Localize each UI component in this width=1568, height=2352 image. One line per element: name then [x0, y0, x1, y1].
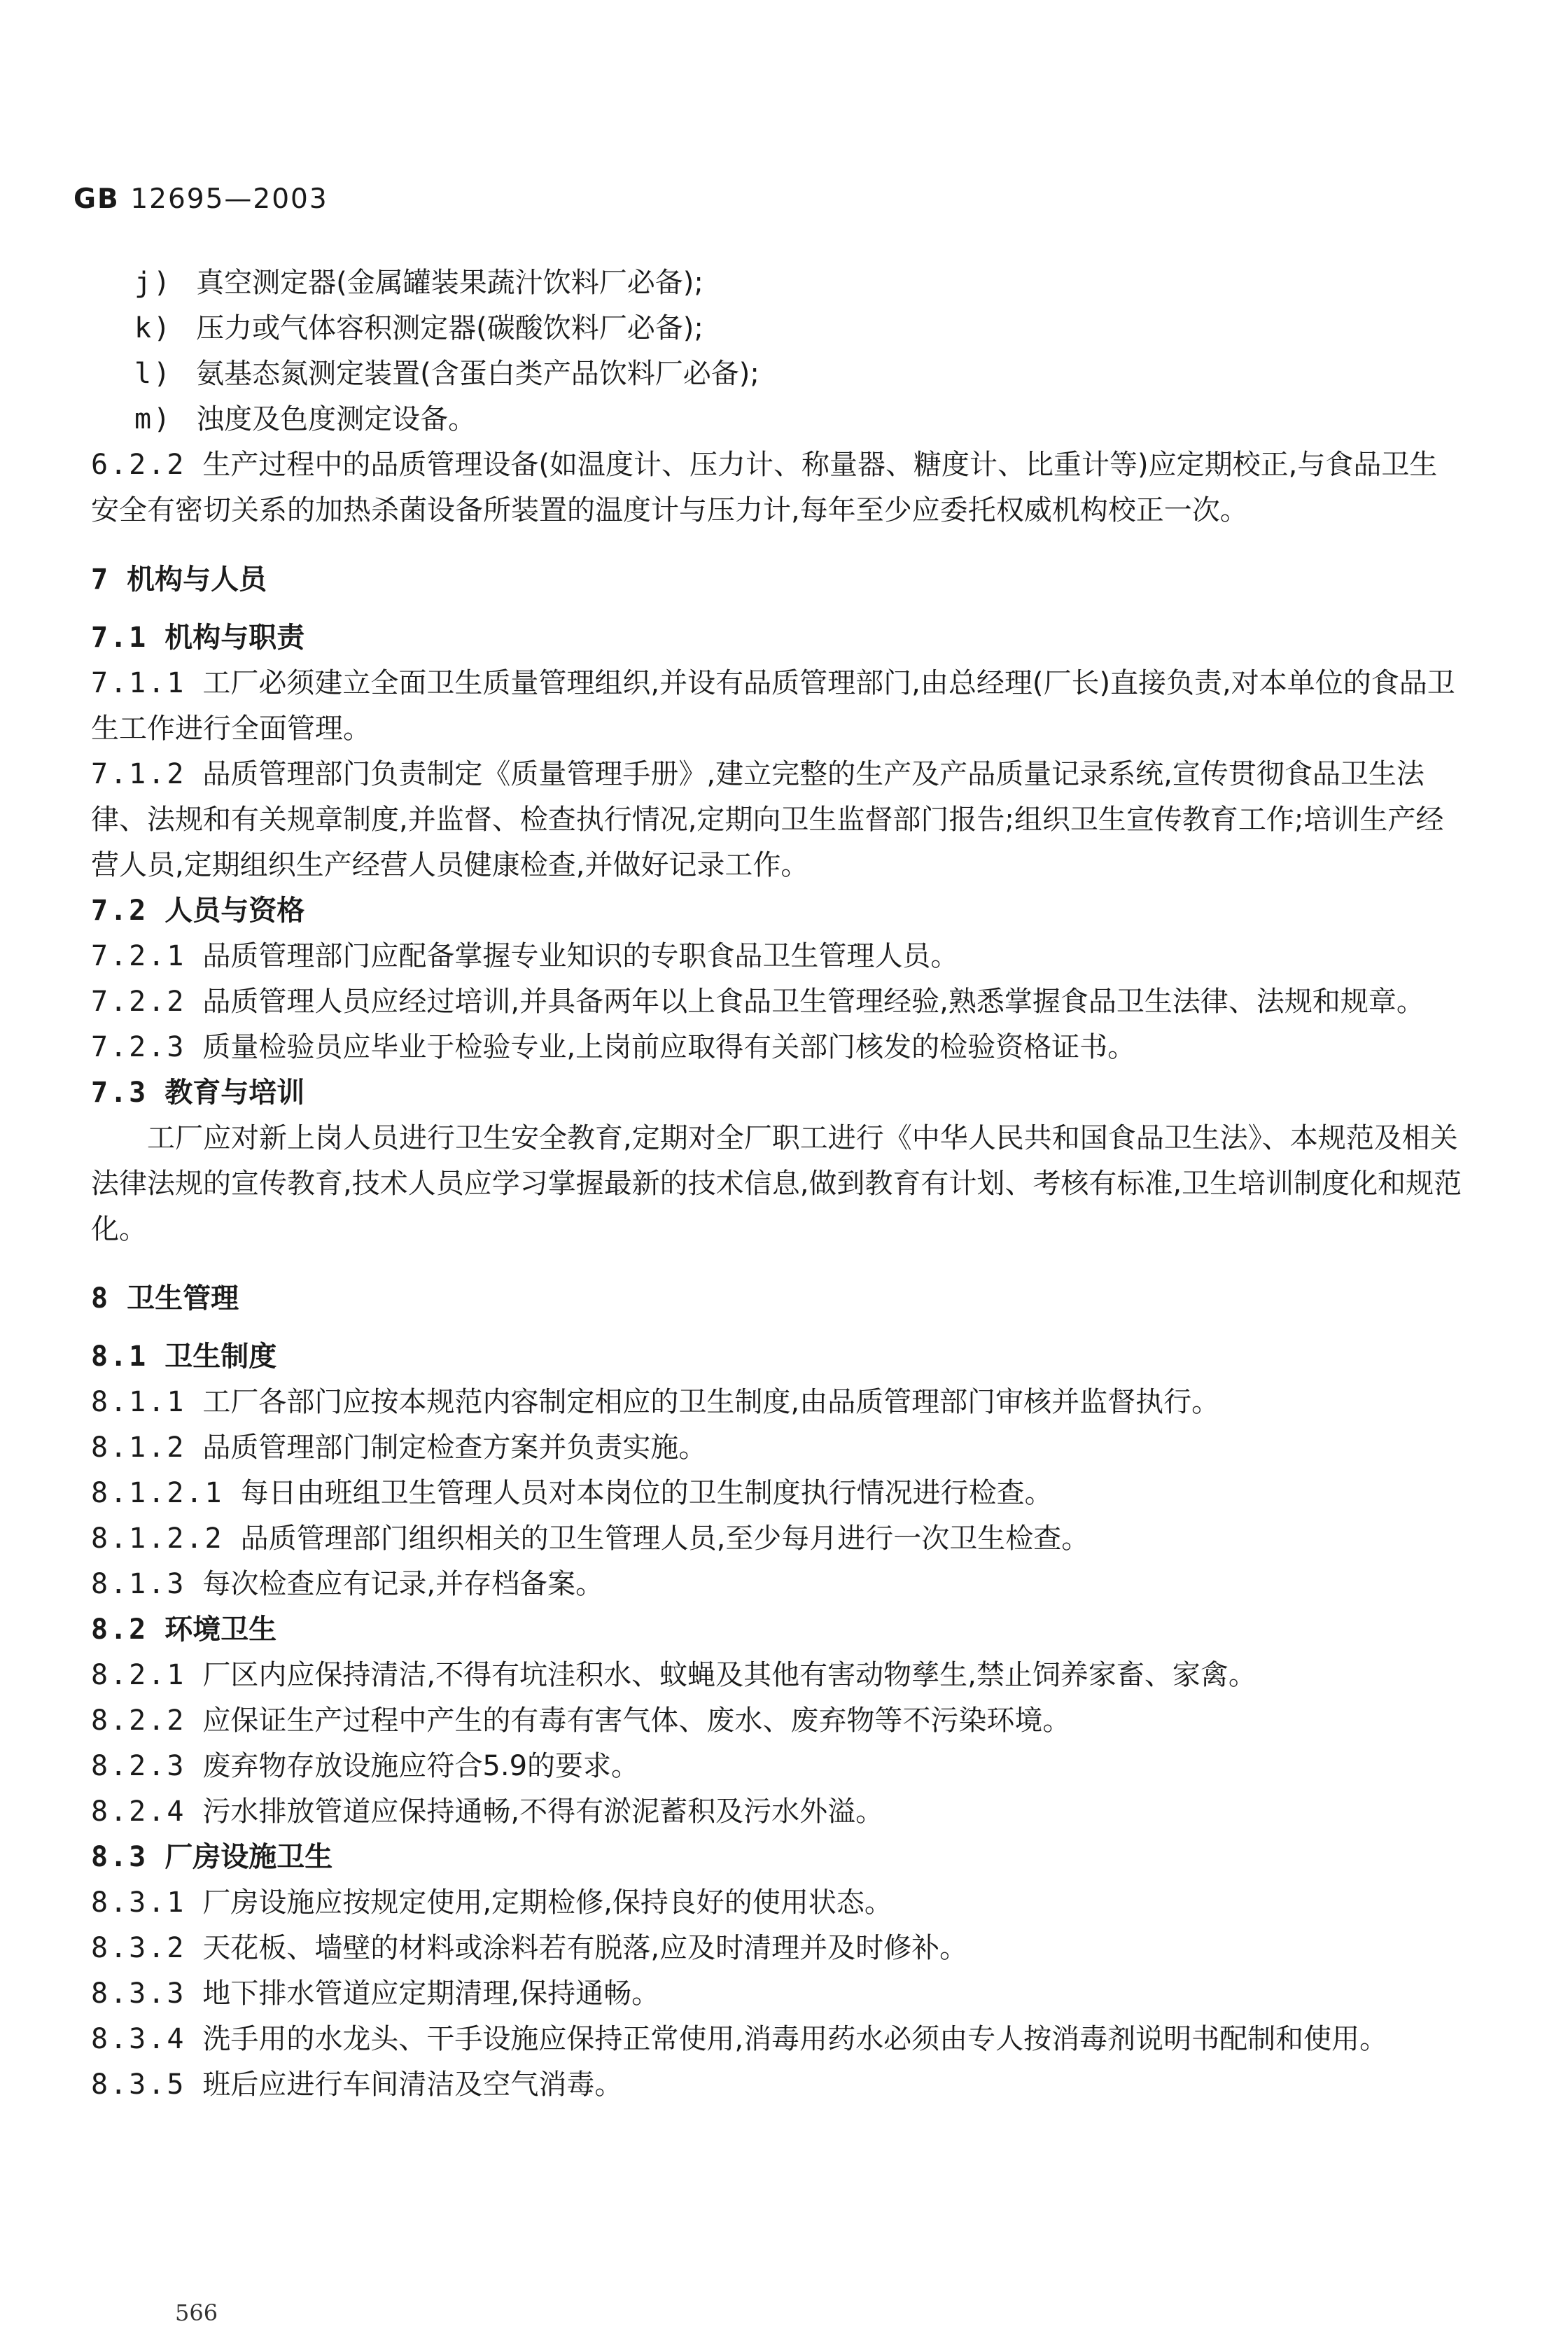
clause-7-1-1	[91, 661, 1463, 752]
clause-text: 品质管理部门负责制定《质量管理手册》,建立完整的生产及产品质量记录系统,宣传贯彻食品卫生法律、法规和有关规章制度,并监督、检查执行情况,定期向卫生监督部门报告;组织卫生宣传教育工作;培训生产经营人员,定期组织生产经营人员健康检查,并做好记录工作。	[91, 758, 1444, 881]
subsection-number: 8.2	[91, 1614, 148, 1646]
clause-text: 品质管理部门应配备掌握专业知识的专职食品卫生管理人员。	[202, 940, 959, 972]
subsection-heading-7-2	[91, 888, 1463, 934]
clause-number: 7.2.3	[91, 1031, 186, 1063]
list-item	[91, 351, 1463, 397]
clause-number: 8.3.4	[91, 2023, 186, 2055]
clause-8-1-2-1	[91, 1471, 1463, 1516]
clause-8-1-2-2	[91, 1516, 1463, 1562]
clause-text: 品质管理部门组织相关的卫生管理人员,至少每月进行一次卫生检查。	[240, 1522, 1090, 1555]
subsection-title: 环境卫生	[164, 1614, 277, 1646]
clause-number: 8.2.2	[91, 1704, 186, 1737]
subsection-number: 7.3	[91, 1077, 148, 1109]
clause-number: 7.2.2	[91, 986, 186, 1018]
subsection-title: 卫生制度	[164, 1340, 277, 1373]
subsection-title: 机构与职责	[164, 622, 305, 654]
list-item	[91, 397, 1463, 442]
list-item	[91, 260, 1463, 306]
clause-text: 生产过程中的品质管理设备(如温度计、压力计、称量器、糖度计、比重计等)应定期校正,与食品卫生安全有密切关系的加热杀菌设备所装置的温度计与压力计,每年至少应委托权威机构校正一次。	[91, 449, 1438, 526]
subsection-heading-8-2	[91, 1607, 1463, 1653]
subsection-heading-8-1	[91, 1334, 1463, 1380]
page-number: 566	[175, 2300, 218, 2326]
list-item	[91, 306, 1463, 351]
clause-number: 8.1.2	[91, 1432, 186, 1464]
clause-6-2-2	[91, 442, 1463, 533]
subsection-heading-7-3	[91, 1070, 1463, 1116]
list-marker: k)	[134, 312, 173, 344]
subsection-number: 7.1	[91, 622, 148, 654]
standard-code: 12695—2003	[130, 183, 328, 215]
clause-8-1-3	[91, 1562, 1463, 1607]
clause-8-3-3	[91, 1971, 1463, 2017]
clause-text: 工厂必须建立全面卫生质量管理组织,并设有品质管理部门,由总经理(厂长)直接负责,对本单位的食品卫生工作进行全面管理。	[91, 667, 1455, 745]
clause-8-1-1	[91, 1380, 1463, 1425]
clause-number: 8.3.2	[91, 1932, 186, 1964]
section-number: 8	[91, 1282, 111, 1315]
document-body	[91, 260, 1463, 2108]
clause-text: 废弃物存放设施应符合5.9的要求。	[202, 1750, 640, 1782]
subsection-heading-7-1	[91, 615, 1463, 661]
clause-7-1-2	[91, 752, 1463, 888]
clause-text: 厂房设施应按规定使用,定期检修,保持良好的使用状态。	[202, 1886, 892, 1919]
subsection-heading-8-3	[91, 1835, 1463, 1880]
clause-number: 8.1.3	[91, 1568, 186, 1600]
clause-text: 班后应进行车间清洁及空气消毒。	[202, 2068, 623, 2101]
clause-text: 地下排水管道应定期清理,保持通畅。	[202, 1977, 660, 2010]
clause-number: 8.2.4	[91, 1795, 186, 1828]
clause-number: 8.1.2.2	[91, 1522, 224, 1555]
subsection-title: 厂房设施卫生	[164, 1841, 333, 1873]
clause-7-2-3	[91, 1025, 1463, 1070]
subsection-number: 8.1	[91, 1340, 148, 1373]
clause-8-1-2	[91, 1425, 1463, 1471]
standard-prefix: GB	[74, 183, 120, 215]
clause-number: 8.3.5	[91, 2068, 186, 2101]
subsection-number: 8.3	[91, 1841, 148, 1873]
clause-text: 每次检查应有记录,并存档备案。	[202, 1568, 604, 1600]
section-number: 7	[91, 564, 111, 596]
list-marker: j)	[134, 267, 173, 299]
clause-8-2-1	[91, 1653, 1463, 1698]
section-title: 机构与人员	[127, 564, 267, 596]
clause-8-3-2	[91, 1926, 1463, 1971]
section-heading-7	[91, 557, 1463, 603]
list-text: 真空测定器(金属罐装果蔬汁饮料厂必备);	[196, 267, 704, 299]
clause-number: 7.1.1	[91, 667, 186, 699]
clause-text: 污水排放管道应保持通畅,不得有淤泥蓄积及污水外溢。	[202, 1795, 884, 1828]
clause-number: 7.2.1	[91, 940, 186, 972]
clause-text: 应保证生产过程中产生的有毒有害气体、废水、废弃物等不污染环境。	[202, 1704, 1071, 1737]
clause-number: 8.2.3	[91, 1750, 186, 1782]
clause-7-2-2	[91, 979, 1463, 1025]
list-marker: l)	[134, 358, 173, 390]
list-marker: m)	[134, 403, 173, 435]
clause-8-2-4	[91, 1789, 1463, 1835]
clause-number: 8.1.1	[91, 1386, 186, 1418]
clause-8-3-4	[91, 2017, 1463, 2062]
list-text: 氨基态氮测定装置(含蛋白类产品饮料厂必备);	[196, 358, 760, 390]
section-heading-8	[91, 1276, 1463, 1322]
clause-text: 品质管理部门制定检查方案并负责实施。	[202, 1432, 707, 1464]
clause-number: 8.3.3	[91, 1977, 186, 2010]
clause-text: 质量检验员应毕业于检验专业,上岗前应取得有关部门核发的检验资格证书。	[202, 1031, 1136, 1063]
subsection-number: 7.2	[91, 895, 148, 927]
section-title: 卫生管理	[127, 1282, 239, 1315]
clause-number: 6.2.2	[91, 449, 186, 481]
clause-text: 工厂各部门应按本规范内容制定相应的卫生制度,由品质管理部门审核并监督执行。	[202, 1386, 1220, 1418]
clause-8-3-1	[91, 1880, 1463, 1926]
clause-text: 厂区内应保持清洁,不得有坑洼积水、蚊蝇及其他有害动物孳生,禁止饲养家畜、家禽。	[202, 1659, 1256, 1691]
standard-header	[74, 183, 328, 215]
clause-number: 7.1.2	[91, 758, 186, 790]
clause-number: 8.2.1	[91, 1659, 186, 1691]
clause-text: 天花板、墙壁的材料或涂料若有脱落,应及时清理并及时修补。	[202, 1932, 968, 1964]
subsection-title: 人员与资格	[164, 895, 305, 927]
paragraph-7-3: 工厂应对新上岗人员进行卫生安全教育,定期对全厂职工进行《中华人民共和国食品卫生法》、本规范及相关法律法规的宣传教育,技术人员应学习掌握最新的技术信息,做到教育有计划、考核有标准,卫生培训制度化和规范化。	[91, 1122, 1462, 1245]
list-text: 浊度及色度测定设备。	[196, 403, 477, 435]
clause-text: 洗手用的水龙头、干手设施应保持正常使用,消毒用药水必须由专人按消毒剂说明书配制和使用。	[202, 2023, 1388, 2055]
clause-7-2-1	[91, 934, 1463, 979]
clause-number: 8.1.2.1	[91, 1477, 224, 1509]
subsection-title: 教育与培训	[164, 1077, 305, 1109]
clause-number: 8.3.1	[91, 1886, 186, 1919]
clause-8-2-3	[91, 1744, 1463, 1789]
clause-text: 品质管理人员应经过培训,并具备两年以上食品卫生管理经验,熟悉掌握食品卫生法律、法规和规章。	[202, 986, 1424, 1018]
list-text: 压力或气体容积测定器(碳酸饮料厂必备);	[196, 312, 704, 344]
clause-8-3-5	[91, 2062, 1463, 2108]
clause-text: 每日由班组卫生管理人员对本岗位的卫生制度执行情况进行检查。	[240, 1477, 1053, 1509]
clause-8-2-2	[91, 1698, 1463, 1744]
